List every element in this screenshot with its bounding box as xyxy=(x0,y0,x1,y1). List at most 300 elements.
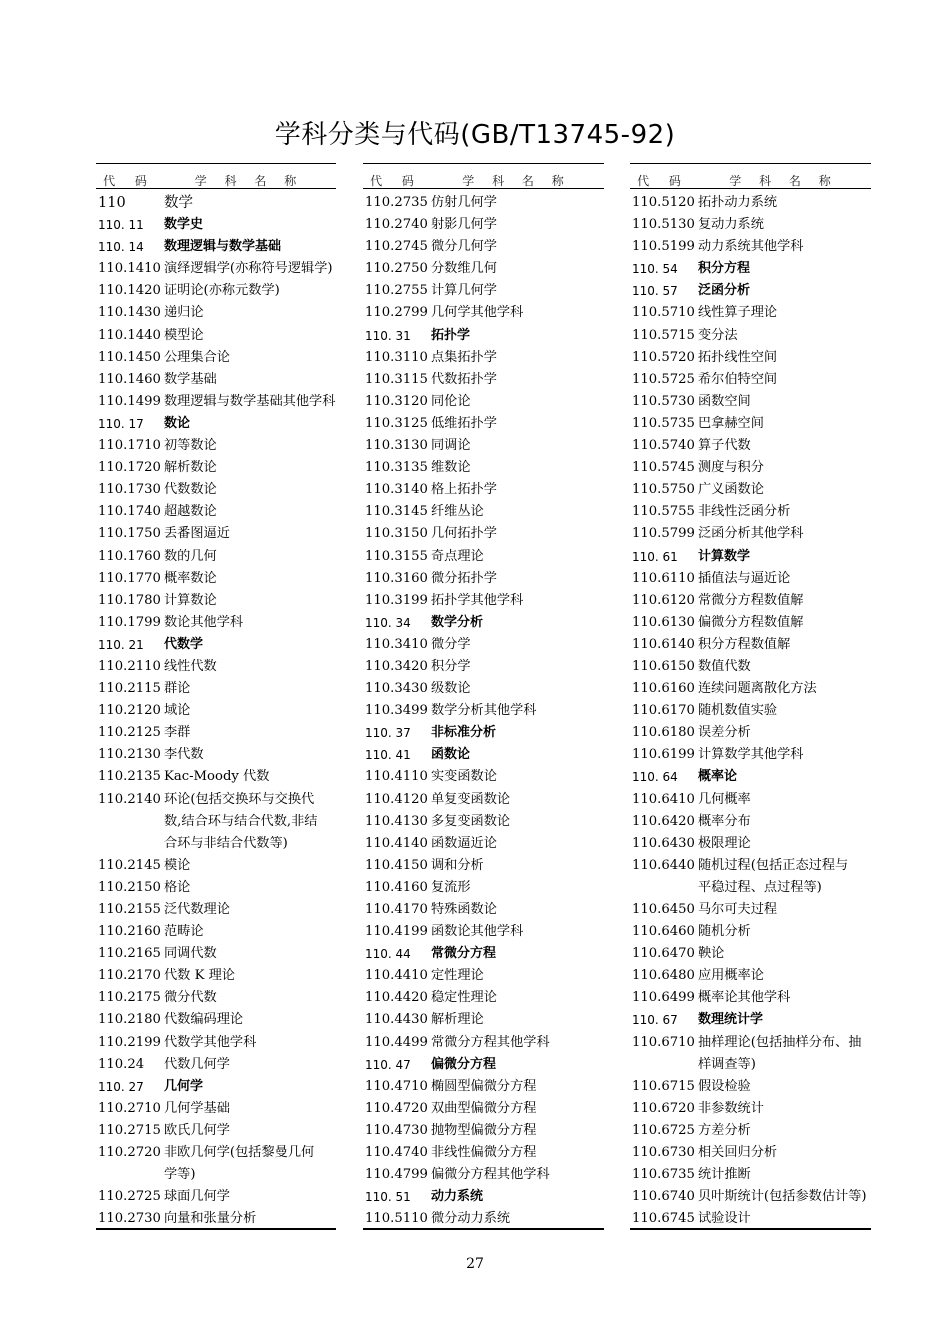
subject-name-line: 李代数 xyxy=(164,747,204,763)
subject-code: 110.5725 xyxy=(632,371,695,387)
subject-name xyxy=(698,546,871,568)
subject-name xyxy=(164,766,336,788)
table-row xyxy=(96,590,336,612)
subject-code: 110.6745 xyxy=(632,1211,695,1227)
table-row xyxy=(363,1164,604,1186)
table-row xyxy=(96,789,336,855)
subject-name-line: 鞅论 xyxy=(698,946,725,962)
entry-list xyxy=(96,192,336,1229)
table-row xyxy=(630,369,871,391)
subject-name-line: 函数空间 xyxy=(698,393,751,409)
category-row xyxy=(363,1186,604,1208)
subject-name-line: 数学分析其他学科 xyxy=(431,703,537,719)
subject-name-line: 解析数论 xyxy=(164,460,217,476)
subject-code: 110.6720 xyxy=(632,1100,695,1116)
subject-name xyxy=(431,634,604,656)
subject-name-line: 复动力系统 xyxy=(698,217,764,233)
table-row xyxy=(630,1164,871,1186)
subject-name xyxy=(164,590,336,612)
subject-name-line: 希尔伯特空间 xyxy=(698,371,778,387)
table-row xyxy=(630,1098,871,1120)
subject-name-line: 单复变函数论 xyxy=(431,791,511,807)
subject-name-line: 算子代数 xyxy=(698,438,751,454)
subject-name-line: 平稳过程、点过程等) xyxy=(698,879,822,895)
subject-name xyxy=(431,1076,604,1098)
table-row xyxy=(630,1142,871,1164)
subject-code: 110.5199 xyxy=(632,239,695,255)
subject-name xyxy=(431,391,604,413)
subject-code: 110.1499 xyxy=(98,393,161,409)
subject-code: 110.4110 xyxy=(365,769,428,785)
subject-name xyxy=(164,236,336,258)
subject-name-line: 丢番图逼近 xyxy=(164,526,230,542)
subject-name xyxy=(698,1142,871,1164)
subject-code: 110.4160 xyxy=(365,879,428,895)
subject-code: 110.2180 xyxy=(98,1012,161,1028)
subject-name xyxy=(164,943,336,965)
subject-name-line: 合环与非结合代数等) xyxy=(164,835,288,851)
table-row xyxy=(630,965,871,987)
subject-name xyxy=(698,987,871,1009)
subject-code: 110.4150 xyxy=(365,857,428,873)
subject-name xyxy=(431,899,604,921)
subject-name-line: 计算数学其他学科 xyxy=(698,747,804,763)
table-row xyxy=(630,236,871,258)
table-row xyxy=(363,634,604,656)
subject-name xyxy=(698,391,871,413)
subject-name-line: 积分方程数值解 xyxy=(698,636,791,652)
subject-name xyxy=(698,258,871,280)
table-row xyxy=(96,722,336,744)
table-row xyxy=(630,634,871,656)
table-row xyxy=(630,325,871,347)
subject-name-line: 微分代数 xyxy=(164,990,217,1006)
table-row xyxy=(630,413,871,435)
subject-name-line: 解析理论 xyxy=(431,1012,484,1028)
category-row xyxy=(96,1076,336,1098)
subject-name xyxy=(431,833,604,855)
subject-code: 110.2715 xyxy=(98,1122,161,1138)
table-row xyxy=(96,921,336,943)
subject-code: 110.3499 xyxy=(365,703,428,719)
subject-name xyxy=(431,413,604,435)
subject-name-line: 数论其他学科 xyxy=(164,614,244,630)
subject-code: 110.6120 xyxy=(632,592,695,608)
subject-code: 110.4430 xyxy=(365,1012,428,1028)
table-row xyxy=(96,435,336,457)
category-row xyxy=(630,766,871,788)
bottom-rule xyxy=(96,1228,336,1230)
subject-name-line: 环论(包括交换环与交换代 xyxy=(164,791,315,807)
subject-code: 110.6410 xyxy=(632,791,695,807)
subject-code: 110.3125 xyxy=(365,415,428,431)
subject-code: 110.3135 xyxy=(365,460,428,476)
subject-code: 110.3155 xyxy=(365,548,428,564)
subject-name xyxy=(164,921,336,943)
subject-code: 110.3199 xyxy=(365,592,428,608)
subject-name-line: 微分学 xyxy=(431,636,471,652)
subject-name xyxy=(431,1054,604,1076)
subject-name-line: 欧氏几何学 xyxy=(164,1122,230,1138)
subject-name-line: 学等) xyxy=(164,1167,196,1183)
subject-code: 110. 61 xyxy=(632,549,678,564)
subject-code: 110.6430 xyxy=(632,835,695,851)
table-row xyxy=(96,965,336,987)
table-row xyxy=(630,612,871,634)
subject-code: 110.5715 xyxy=(632,327,695,343)
subject-code: 110. 64 xyxy=(632,770,678,785)
subject-name-line: 公理集合论 xyxy=(164,349,230,365)
table-row xyxy=(363,1208,604,1229)
table-row xyxy=(630,789,871,811)
subject-code: 110.5745 xyxy=(632,460,695,476)
subject-name-line: 代数学 xyxy=(164,636,204,652)
subject-name-line: 积分方程 xyxy=(698,261,751,277)
subject-name-line: 特殊函数论 xyxy=(431,902,497,917)
table-row xyxy=(630,302,871,324)
subject-name-line: 多复变函数论 xyxy=(431,813,511,829)
subject-name xyxy=(698,435,871,457)
subject-name xyxy=(164,744,336,766)
subject-code: 110.4130 xyxy=(365,813,428,829)
subject-name xyxy=(164,899,336,921)
subject-code: 110.2115 xyxy=(98,681,161,697)
subject-name-line: 变分法 xyxy=(698,327,738,343)
subject-code: 110.4170 xyxy=(365,902,428,917)
subject-name-line: 模论 xyxy=(164,857,191,873)
subject-name-line: 范畴论 xyxy=(164,924,204,940)
subject-code: 110.5720 xyxy=(632,349,695,365)
subject-code: 110.1430 xyxy=(98,305,161,321)
subject-name-line: 动力系统 xyxy=(431,1189,484,1205)
subject-name xyxy=(431,678,604,700)
subject-code: 110.6420 xyxy=(632,813,695,829)
table-row xyxy=(630,1208,871,1229)
subject-code: 110.1420 xyxy=(98,283,161,299)
subject-name xyxy=(431,501,604,523)
subject-name-line: 计算数学 xyxy=(698,548,751,564)
table-row xyxy=(363,457,604,479)
subject-code: 110.3120 xyxy=(365,393,428,409)
subject-name xyxy=(164,700,336,722)
table-row xyxy=(96,302,336,324)
subject-name-line: 数学分析 xyxy=(431,614,484,630)
subject-code: 110. 34 xyxy=(365,615,411,630)
subject-code: 110. 31 xyxy=(365,328,411,343)
subject-code: 110.2755 xyxy=(365,283,428,299)
subject-name-line: 初等数论 xyxy=(164,438,217,454)
table-row xyxy=(363,1142,604,1164)
table-row xyxy=(363,1032,604,1054)
subject-name-line: 几何拓扑学 xyxy=(431,526,497,542)
table-row xyxy=(363,192,604,214)
subject-code: 110.2750 xyxy=(365,261,428,277)
subject-name-line: 同调论 xyxy=(431,438,471,454)
category-row xyxy=(363,612,604,634)
table-row xyxy=(363,678,604,700)
subject-name-line: 数的几何 xyxy=(164,548,217,564)
subject-code: 110.2120 xyxy=(98,703,161,719)
subject-name-line: 偏微分方程数值解 xyxy=(698,614,804,630)
subject-name xyxy=(698,302,871,324)
subject-code: 110.6730 xyxy=(632,1145,695,1161)
table-row xyxy=(363,1120,604,1142)
subject-name xyxy=(431,325,604,347)
subject-name xyxy=(164,479,336,501)
subject-name xyxy=(164,1009,336,1031)
subject-name-line: 常微分方程数值解 xyxy=(698,592,804,608)
subject-code: 110.1780 xyxy=(98,592,161,608)
subject-name xyxy=(431,435,604,457)
subject-name-line: 概率分布 xyxy=(698,813,751,829)
subject-name-line: 微分拓扑学 xyxy=(431,570,497,586)
subject-code: 110. 11 xyxy=(98,218,144,233)
subject-name xyxy=(698,722,871,744)
table-row xyxy=(96,258,336,280)
table-row xyxy=(630,192,871,214)
table-row xyxy=(630,855,871,899)
subject-name-line: 代数 K 理论 xyxy=(164,968,235,984)
subject-code: 110. 44 xyxy=(365,947,411,962)
subject-code: 110.3430 xyxy=(365,681,428,697)
subject-code: 110.2165 xyxy=(98,946,161,962)
subject-name-line: 拓扑学 xyxy=(431,327,471,343)
subject-code: 110.2175 xyxy=(98,990,161,1006)
subject-name xyxy=(164,1120,336,1142)
subject-name-line: 微分几何学 xyxy=(431,239,497,255)
subject-name-line: 同伦论 xyxy=(431,393,471,409)
table-row xyxy=(96,479,336,501)
category-row xyxy=(363,325,604,347)
subject-code: 110.1770 xyxy=(98,570,161,586)
subject-name xyxy=(431,1164,604,1186)
subject-code: 110.3140 xyxy=(365,482,428,498)
subject-name xyxy=(164,369,336,391)
subject-code: 110.2110 xyxy=(98,658,161,674)
subject-name-line: 复流形 xyxy=(431,879,471,895)
table-row xyxy=(363,523,604,545)
table-row xyxy=(96,899,336,921)
category-row xyxy=(630,280,871,302)
table-row xyxy=(96,877,336,899)
table-row xyxy=(96,1142,336,1186)
subject-name-line: 数值代数 xyxy=(698,658,751,674)
category-row xyxy=(96,236,336,258)
subject-name-line: 相关回归分析 xyxy=(698,1145,778,1161)
subject-name-line: 统计推断 xyxy=(698,1167,751,1183)
table-row xyxy=(96,501,336,523)
category-row xyxy=(630,258,871,280)
subject-code: 110.6725 xyxy=(632,1122,695,1138)
subject-name xyxy=(431,1142,604,1164)
table-row xyxy=(96,943,336,965)
subject-code: 110.1750 xyxy=(98,526,161,542)
subject-code: 110.4410 xyxy=(365,968,428,984)
subject-name-line: 代数几何学 xyxy=(164,1056,230,1072)
subject-name xyxy=(164,280,336,302)
table-row xyxy=(96,656,336,678)
subject-name xyxy=(698,700,871,722)
subject-code: 110.2730 xyxy=(98,1211,161,1227)
subject-code: 110.2799 xyxy=(365,305,428,321)
subject-name xyxy=(698,965,871,987)
table-row xyxy=(630,1186,871,1208)
table-row xyxy=(96,1032,336,1054)
subject-name-line: 线性算子理论 xyxy=(698,305,778,321)
table-row xyxy=(96,1098,336,1120)
subject-code: 110.5735 xyxy=(632,415,695,431)
subject-name-line: 数理逻辑与数学基础 xyxy=(164,239,282,255)
subject-name xyxy=(431,479,604,501)
table-row xyxy=(630,921,871,943)
table-row xyxy=(363,501,604,523)
subject-name-line: 偏微分方程其他学科 xyxy=(431,1167,550,1183)
subject-name xyxy=(431,236,604,258)
subject-code: 110.3410 xyxy=(365,636,428,652)
subject-name-line: 马尔可夫过程 xyxy=(698,902,778,917)
subject-name xyxy=(431,612,604,634)
subject-name-line: 定性理论 xyxy=(431,968,484,984)
subject-code: 110.2130 xyxy=(98,747,161,763)
subject-code: 110.1730 xyxy=(98,482,161,498)
table-row xyxy=(363,833,604,855)
subject-code: 110.2140 xyxy=(98,791,161,807)
subject-name xyxy=(431,192,604,214)
subject-name-line: 应用概率论 xyxy=(698,968,764,984)
subject-name xyxy=(164,546,336,568)
subject-name-line: 几何概率 xyxy=(698,791,751,807)
table-row xyxy=(630,568,871,590)
table-row xyxy=(96,369,336,391)
subject-code: 110. 21 xyxy=(98,637,144,652)
subject-name xyxy=(431,722,604,744)
subject-name xyxy=(431,811,604,833)
subject-name xyxy=(164,435,336,457)
subject-name xyxy=(164,1098,336,1120)
subject-name xyxy=(698,634,871,656)
subject-code: 110.6140 xyxy=(632,636,695,652)
table-row xyxy=(363,302,604,324)
subject-code: 110. 41 xyxy=(365,748,411,763)
subject-name xyxy=(698,1032,871,1076)
subject-name-line: 证明论(亦称元数学) xyxy=(164,283,280,299)
subject-code: 110.5755 xyxy=(632,504,695,520)
subject-code: 110.3420 xyxy=(365,658,428,674)
category-row xyxy=(96,413,336,435)
subject-name xyxy=(164,656,336,678)
subject-name xyxy=(698,678,871,700)
subject-name xyxy=(698,280,871,302)
subject-code: 110.5799 xyxy=(632,526,695,542)
subject-name-line: 广义函数论 xyxy=(698,482,764,498)
subject-name-line: 几何学基础 xyxy=(164,1100,230,1116)
table-row xyxy=(96,568,336,590)
subject-code: 110.4710 xyxy=(365,1078,428,1094)
table-row xyxy=(363,855,604,877)
subject-code: 110.1760 xyxy=(98,548,161,564)
subject-name xyxy=(698,413,871,435)
table-row xyxy=(363,590,604,612)
subject-name xyxy=(431,877,604,899)
table-row xyxy=(630,987,871,1009)
subject-code: 110. 51 xyxy=(365,1190,411,1205)
table-row xyxy=(630,744,871,766)
table-row xyxy=(630,1032,871,1076)
subject-name xyxy=(431,943,604,965)
subject-name xyxy=(164,413,336,435)
table-row xyxy=(363,656,604,678)
subject-name-line: 维数论 xyxy=(431,460,471,476)
subject-name-line: 抛物型偏微分方程 xyxy=(431,1122,537,1138)
subject-code: 110.6740 xyxy=(632,1189,695,1205)
subject-name xyxy=(164,987,336,1009)
subject-code: 110.5130 xyxy=(632,217,695,233)
subject-name xyxy=(431,700,604,722)
subject-name xyxy=(164,214,336,236)
subject-name-line: 非线性泛函分析 xyxy=(698,504,791,520)
table-row xyxy=(630,457,871,479)
subject-name xyxy=(698,1164,871,1186)
subject-name xyxy=(698,744,871,766)
subject-name xyxy=(431,987,604,1009)
bottom-rule xyxy=(630,1228,871,1230)
table-row xyxy=(363,1098,604,1120)
subject-name xyxy=(698,1120,871,1142)
subject-name xyxy=(431,1120,604,1142)
table-row xyxy=(363,347,604,369)
subject-name-line: 代数拓扑学 xyxy=(431,371,497,387)
subject-code: 110. 37 xyxy=(365,726,411,741)
category-row xyxy=(630,546,871,568)
subject-name xyxy=(164,965,336,987)
subject-name-line: 插值法与逼近论 xyxy=(698,570,791,586)
table-row xyxy=(96,523,336,545)
subject-name xyxy=(431,302,604,324)
subject-code: 110.2150 xyxy=(98,879,161,895)
subject-name xyxy=(431,214,604,236)
subject-code: 110.2125 xyxy=(98,725,161,741)
subject-code: 110.1450 xyxy=(98,349,161,365)
subject-name-line: 超越数论 xyxy=(164,504,217,520)
table-row xyxy=(630,435,871,457)
table-row xyxy=(96,700,336,722)
subject-code: 110.2135 xyxy=(98,769,161,785)
subject-name xyxy=(698,325,871,347)
table-row xyxy=(363,280,604,302)
subject-name-line: 数论 xyxy=(164,415,191,431)
subject-code: 110.6499 xyxy=(632,990,695,1006)
subject-name-line: 泛函分析其他学科 xyxy=(698,526,804,542)
subject-name-line: 积分学 xyxy=(431,658,471,674)
subject-name-line: 向量和张量分析 xyxy=(164,1211,257,1227)
table-row xyxy=(96,612,336,634)
subject-name xyxy=(431,1009,604,1031)
subject-name xyxy=(164,1186,336,1208)
table-row xyxy=(96,744,336,766)
subject-name xyxy=(698,501,871,523)
subject-name-line: 代数编码理论 xyxy=(164,1012,244,1028)
subject-name-line: 常微分方程其他学科 xyxy=(431,1034,550,1050)
subject-code: 110.2170 xyxy=(98,968,161,984)
subject-name-line: 双曲型偏微分方程 xyxy=(431,1100,537,1116)
subject-name-line: 非标准分析 xyxy=(431,725,497,741)
subject-name-line: 样调查等) xyxy=(698,1056,756,1072)
table-row xyxy=(96,347,336,369)
subject-name xyxy=(164,568,336,590)
subject-name-line: 极限理论 xyxy=(698,835,751,851)
subject-name-line: 动力系统其他学科 xyxy=(698,239,804,255)
subject-name-line: 拓扑线性空间 xyxy=(698,349,778,365)
